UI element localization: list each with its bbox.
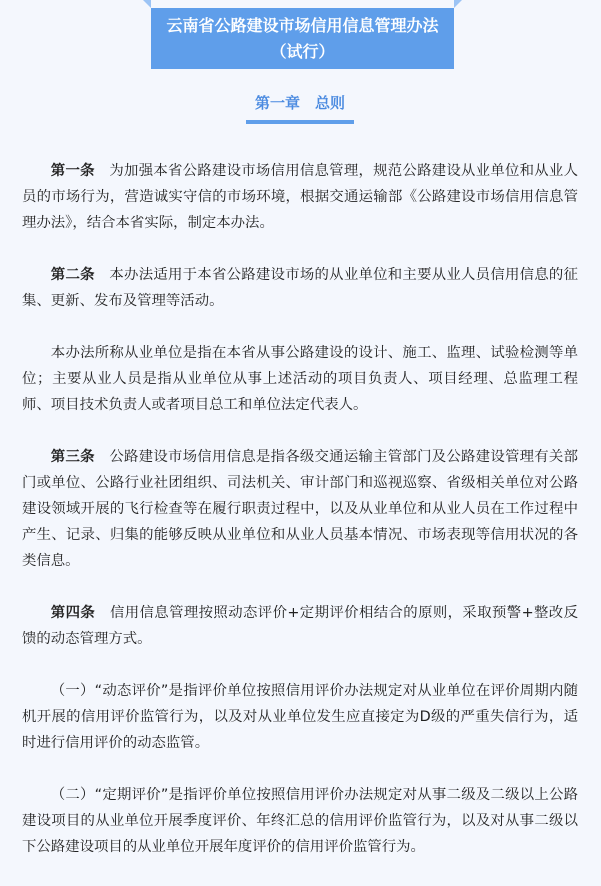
article-1 [22,158,578,236]
article-text: 信用信息管理按照动态评价+定期评价相结合的原则，采取预警+整改反馈的动态管理方式。 [22,605,578,647]
article-label: 第一条 [50,163,95,179]
article-text: （二）“定期评价”是指评价单位按照信用评价办法规定对从事二级及二级以上公路建设项目的从业单位开展季度评价、年终汇总的信用评价监管行为，以及对从事二级以下公路建设项目的从业单位开展年度评价的信用评价监管行为。 [22,787,578,855]
document-title: 云南省公路建设市场信用信息管理办法 [166,16,439,35]
document-title-banner [151,8,454,69]
title-corner-left [143,0,151,8]
article-label: 第二条 [50,267,95,283]
article-3 [22,444,578,574]
article-text: 本办法适用于本省公路建设市场的从业单位和主要从业人员信用信息的征集、更新、发布及管理等活动。 [22,267,578,309]
article-label: 第三条 [50,449,95,465]
article-text: 本办法所称从业单位是指在本省从事公路建设的设计、施工、监理、试验检测等单位；主要从业人员是指从业单位从事上述活动的项目负责人、项目经理、总监理工程师、项目技术负责人或者项目总工和单位法定代表人。 [22,345,578,413]
article-text: 公路建设市场信用信息是指各级交通运输主管部门及公路建设管理有关部门或单位、公路行业社团组织、司法机关、审计部门和巡视巡察、省级相关单位对公路建设领域开展的飞行检查等在履行职责过程中，以及从业单位和从业人员在工作过程中产生、记录、归集的能够反映从业单位和从业人员基本情况、市场表现等信用状况的各类信息。 [22,449,578,569]
article-text: 为加强本省公路建设市场信用信息管理，规范公路建设从业单位和从业人员的市场行为，营造诚实守信的市场环境，根据交通运输部《公路建设市场信用信息管理办法》，结合本省实际，制定本办法。 [22,163,578,231]
article-2 [22,262,578,314]
chapter-heading: 第一章 总则 [254,94,345,112]
article-text: （一）“动态评价”是指评价单位按照信用评价办法规定对从业单位在评价周期内随机开展的信用评价监管行为，以及对从业单位发生应直接定为D级的严重失信行为，适时进行信用评价的动态监管。 [22,683,578,751]
article-2-paragraph-2 [22,340,578,418]
article-4-item-2 [22,782,578,860]
title-corner-right [454,0,462,8]
article-body [22,158,578,886]
document-subtitle: （试行） [270,42,335,61]
article-4 [22,600,578,652]
article-label: 第四条 [50,605,96,621]
chapter-underline [246,120,354,124]
article-4-item-1 [22,678,578,756]
